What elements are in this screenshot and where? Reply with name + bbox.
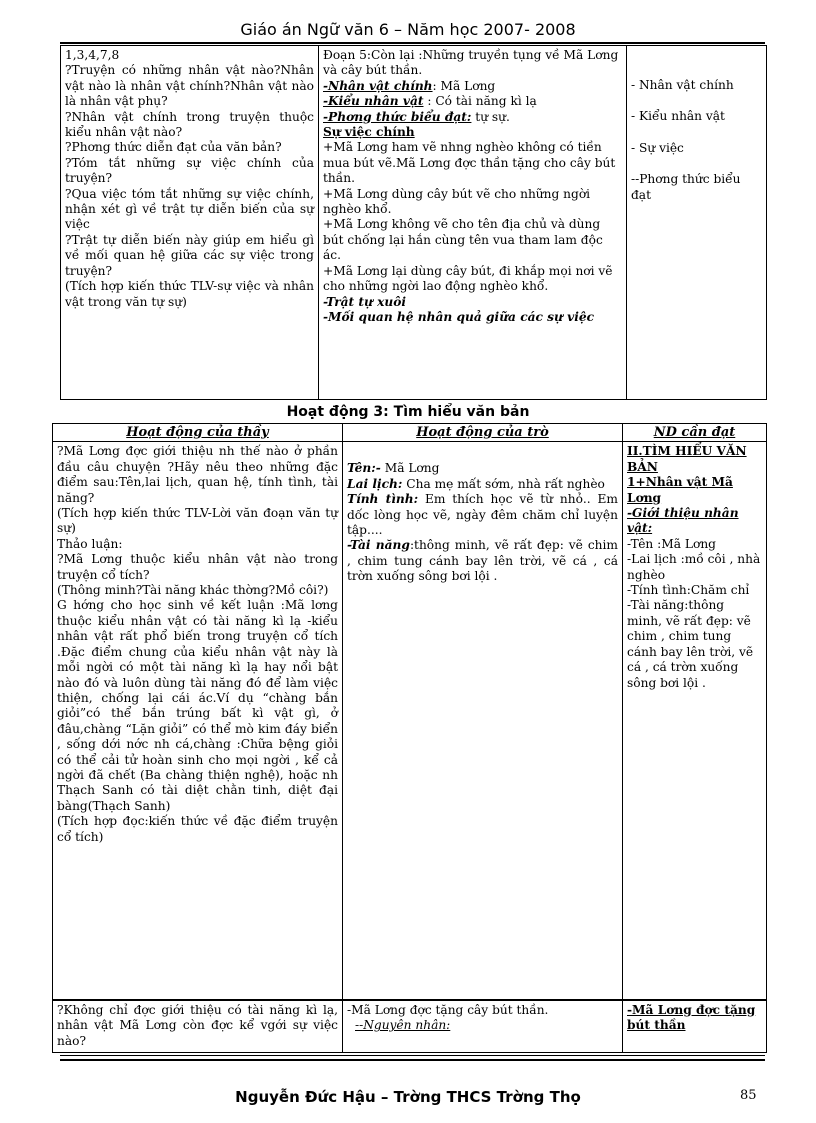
column-header-content: ND cần đạt [623,424,767,442]
background-value: Cha mẹ mất sớm, nhà rất nghèo [402,476,605,491]
page-number: 85 [740,1088,757,1103]
teacher-line: ?Không chỉ đợc giới thiệu có tài năng kì lạ, nhân vật Mã Lơng còn đợc kể vgới sự việc nào? [57,1003,338,1048]
talent-value: :thông minh, vẽ rất đẹp: vẽ chim , chim tung cánh bay lên trời, vẽ cá , cá trờn xuống sông bơi lội . [347,538,618,584]
column-header-student: Hoạt động của trò [343,424,623,442]
footer-rule [60,1055,765,1056]
lesson-table-2 [52,423,767,1000]
talent-label: -Tài năng [347,538,410,553]
content-subtitle: 1+Nhân vật Mã Lơng [627,475,733,505]
content-subsection: -Giới thiệu nhân vật: [627,506,739,536]
talent-line [347,538,618,584]
content-item: -Tên :Mã Lơng [627,536,716,551]
content-item: -Lai lịch :mồ côi , nhà nghèo [627,552,761,582]
teacher-line: (Thông minh?Tài năng khác thờng?Mồ côi?) [57,583,329,598]
footer-rule-thick [60,1059,765,1061]
content-title: II.TÌM HIỂU VĂN BẢN [627,444,747,474]
teacher-line: Thảo luận: [57,536,123,551]
main-character-line [323,79,622,94]
event-item: +Mã Lơng dùng cây bút vẽ cho những ngời nghèo khổ. [323,186,591,217]
event-item: +Mã Lơng lại dùng cây bút, đi khắp mọi nơi vẽ cho những ngời lao động nghèo khổ. [323,263,613,294]
temperament-line [347,492,618,538]
content-cell [627,46,767,400]
content-item: --Phơng thức biểu đạt [631,172,741,202]
teacher-line: ?Mã Lơng đợc giới thiệu nh thế nào ở phần đầu câu chuyện ?Hãy nêu theo những đặc điểm sau:Tên,lai lịch, quan hệ, tính tình, tài năng? [57,444,338,505]
section-title: Hoạt động 3: Tìm hiểu văn bản [286,404,530,420]
cause-label: --Nguyên nhân: [355,1018,451,1033]
teacher-line: ?Qua việc tóm tắt những sự việc chính, nhận xét gì về trật tự diễn biến của sự việc [65,186,314,232]
character-type-line [323,94,622,109]
student-line: -Mã Lơng đợc tặng cây bút thần. [347,1003,549,1017]
content-item: - Kiểu nhân vật [631,109,725,124]
event-item: +Mã Lơng không vẽ cho tên địa chủ và dùng bút chống lại hắn cùng tên vua tham lam độc ác. [323,217,603,263]
background-line [347,477,618,492]
column-header-teacher: Hoạt động của thầy [53,424,343,442]
content-item: - Sự việc [631,140,684,155]
teacher-line: G hớng cho học sinh về kết luận :Mã lơng thuộc kiểu nhân vật có tài năng kì lạ -kiểu nhân vật rất phổ biến trong truyện cổ tích .Đặc điểm chung của kiểu nhân vật này là mỗi ngời có một tài năng kì lạ hay nổi bật nào đó và luôn dùng tài năng đó để làm việc thiện, chống lại cái ác.Ví dụ “chàng bắn giỏi”có thể bắn trúng bất kì vật gì, ở đâu,chàng “Lặn giỏi” có thể mò kim đáy biển , sống dới nớc nh cá,chàng :Chữa bệng giỏi có thể cải tử hoàn sinh cho mọi ngời , kể cả ngời đã chết (Ba chàng thiện nghệ), hoặc nh Thạch Sanh có tài diệt chằn tinh, diệt đại bàng(Thạch Sanh) [57,598,338,813]
background-label: Lai lịch: [347,476,403,491]
event-item: +Mã Lơng ham vẽ nhng nghèo không có tiền mua bút vẽ.Mã Lơng đợc thần tặng cho cây bút thần. [323,140,616,186]
footer-author: Nguyễn Đức Hậu – Trờng THCS Trờng Thọ [235,1088,581,1106]
lesson-table-1 [60,45,767,400]
header-rule [60,42,765,44]
content-cell [623,1001,767,1053]
expression-mode-label: -Phơng thức biểu đạt: [323,109,472,124]
teacher-line: ?Tóm tắt những sự việc chính của truyện? [65,155,314,186]
temperament-value: Em thích học vẽ từ nhỏ.. Em dốc lòng học vẽ, ngày đêm chăm chỉ luyện tập.... [347,492,618,538]
content-item: -Mã Lơng đợc tặng bút thần [627,1003,756,1033]
student-intro: Đoạn 5:Còn lại :Những truyền tụng về Mã Lơng và cây bút thần. [323,48,619,78]
expression-mode-value: tự sự. [471,109,510,124]
main-character-label: -Nhân vật chính [323,78,433,93]
content-item: - Nhân vật chính [631,78,734,92]
page-header: Giáo án Ngữ văn 6 – Năm học 2007- 2008 [240,20,576,39]
teacher-line: (Tích hợp kiến thức TLV-sự việc và nhân vật trong văn tự sự) [65,279,314,309]
main-character-value: : Mã Lơng [432,78,496,93]
teacher-cell [53,442,343,1000]
event-order: -Trật tự xuôi [323,294,407,309]
temperament-label: Tính tình: [347,492,419,507]
teacher-line: ?Trật tự diễn biến này giúp em hiểu gì về mối quan hệ giữa các sự việc trong truyện? [65,232,314,278]
main-events-label: Sự việc chính [323,125,415,140]
content-item: -Tính tình:Chăm chỉ [627,583,750,598]
teacher-line: 1,3,4,7,8 [65,48,120,62]
teacher-cell [53,1001,343,1053]
name-label: Tên:- [347,461,381,476]
character-type-value: : Có tài năng kì lạ [423,94,537,109]
teacher-line: (Tích hợp đọc:kiến thức về đặc điểm truyện cổ tích) [57,814,338,844]
expression-mode-line [323,110,622,125]
teacher-line: ?Mã Lơng thuộc kiểu nhân vật nào trong truyện cổ tích? [57,552,338,582]
lesson-table-3 [52,1000,767,1053]
student-cell [319,46,627,400]
teacher-line: (Tích hợp kiến thức TLV-Lời văn đoạn văn tự sự) [57,506,338,536]
content-item: -Tài năng:thông minh, vẽ rất đẹp: vẽ chim , chim tung cánh bay lên trời, vẽ cá , cá trờn xuống sông bơi lội . [627,598,754,690]
student-cell [343,442,623,1000]
teacher-line: ?Phơng thức diễn đạt của văn bản? [65,140,282,155]
teacher-cell [61,46,319,400]
teacher-line: ?Truyện có những nhân vật nào?Nhân vật nào là nhân vật chính?Nhân vật nào là nhân vật phụ? [65,63,314,109]
character-type-label: -Kiểu nhân vật [323,94,424,109]
student-cell [343,1001,623,1053]
event-relation: -Mối quan hệ nhân quả giữa các sự việc [323,309,595,324]
teacher-line: ?Nhân vật chính trong truyện thuộc kiểu nhân vật nào? [65,109,314,140]
name-value: Mã Lơng [380,461,440,476]
name-line [347,461,618,476]
content-cell [623,442,767,1000]
